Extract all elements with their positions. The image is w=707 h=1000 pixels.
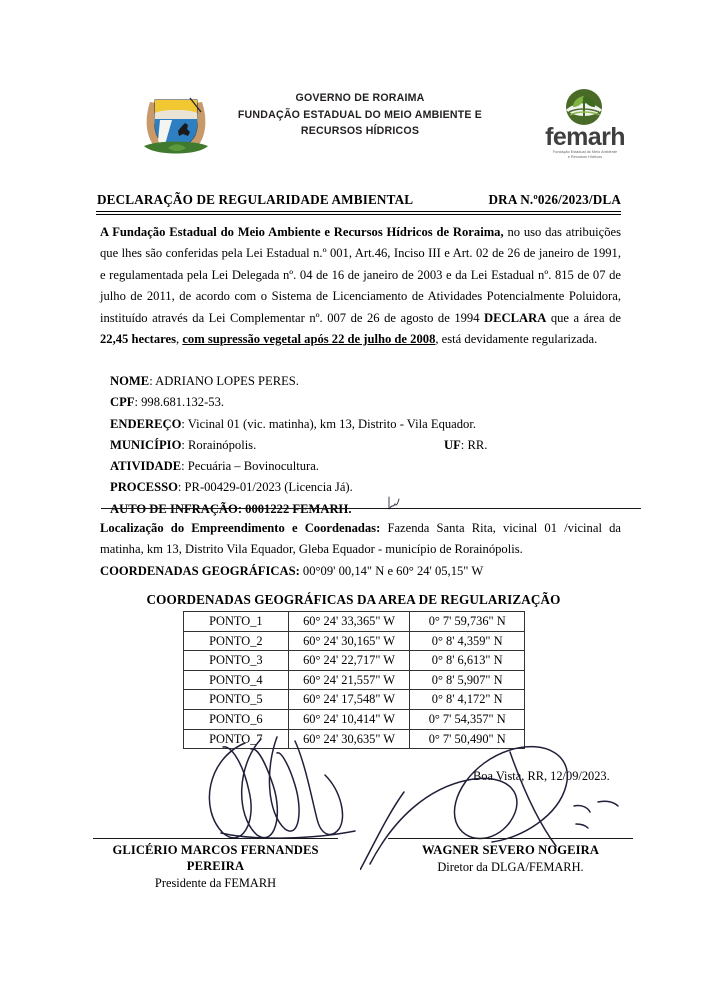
cell-latitude: 0° 7' 59,736" N [410, 612, 525, 632]
field-nome [110, 371, 620, 392]
table-row [184, 690, 525, 710]
signature-line-left [93, 838, 338, 839]
cell-ponto: PONTO_2 [184, 631, 289, 651]
coordinates-table [183, 611, 525, 749]
coordinates-value: 00°09' 00,14" N e 60° 24' 05,15" W [299, 563, 484, 578]
table-row [184, 651, 525, 671]
table-row [184, 670, 525, 690]
foundation-line-1: FUNDAÇÃO ESTADUAL DO MEIO AMBIENTE E [237, 108, 483, 121]
table-row [184, 709, 525, 729]
field-endereco-label: ENDEREÇO [110, 416, 182, 431]
gov-line: GOVERNO DE RORAIMA [295, 92, 425, 104]
cell-ponto: PONTO_7 [184, 729, 289, 749]
organization-titles [210, 90, 510, 140]
table-row [184, 729, 525, 749]
cell-ponto: PONTO_5 [184, 690, 289, 710]
geographic-coordinates-line [100, 561, 621, 582]
femarh-tagline-line2: e Recursos Hídricos [567, 155, 603, 159]
cell-longitude: 60° 24' 33,365" W [288, 612, 410, 632]
declara-keyword: DECLARA [484, 310, 547, 325]
field-atividade-label: ATIVIDADE [110, 459, 182, 474]
document-title-row [97, 192, 621, 208]
coordinates-label: COORDENADAS GEOGRÁFICAS: [100, 563, 300, 578]
paragraph-body-2: que a área de [546, 310, 621, 325]
femarh-logo [527, 88, 643, 162]
paragraph-body-4: , está devidamente regularizada. [435, 332, 598, 347]
femarh-tagline-line1: Fundação Estadual do Meio Ambiente [552, 150, 618, 154]
coordinates-table-caption: COORDENADAS GEOGRÁFICAS DA AREA DE REGULARIZAÇÃO [146, 592, 561, 607]
suppression-clause: com supressão vegetal após 22 de julho de 2008 [182, 332, 436, 347]
cell-longitude: 60° 24' 22,717" W [288, 651, 410, 671]
declaration-paragraph [100, 222, 621, 350]
field-municipio [110, 435, 620, 456]
field-processo-label: PROCESSO [110, 480, 178, 495]
foundation-line-2: RECURSOS HÍDRICOS [300, 125, 420, 137]
cell-longitude: 60° 24' 10,414" W [288, 709, 410, 729]
title-divider [96, 211, 621, 215]
table-row [184, 631, 525, 651]
femarh-emblem-icon [555, 88, 613, 128]
field-atividade-value: : Pecuária – Bovinocultura. [181, 459, 319, 474]
cell-latitude: 0° 7' 54,357" N [410, 709, 525, 729]
field-cpf [110, 392, 620, 413]
declaration-number: DRA N.º026/2023/DLA [488, 192, 621, 207]
paragraph-lead: A Fundação Estadual do Meio Ambiente e Recursos Hídricos de Roraima, [100, 225, 504, 239]
field-cpf-value: : 998.681.132-53. [134, 395, 225, 410]
fields-divider [101, 508, 641, 509]
cell-longitude: 60° 24' 30,635" W [288, 729, 410, 749]
field-endereco-value: : Vicinal 01 (vic. matinha), km 13, Distrito - Vila Equador. [181, 416, 476, 431]
signature-block-right [388, 838, 633, 877]
table-row [184, 612, 525, 632]
field-uf [444, 435, 487, 456]
cell-longitude: 60° 24' 17,548" W [288, 690, 410, 710]
cell-longitude: 60° 24' 21,557" W [288, 670, 410, 690]
field-uf-label: UF [444, 437, 461, 452]
field-nome-label: NOME [110, 374, 150, 388]
paragraph-body-1: no uso das atribuições que lhes são conferidas pela Lei Estadual n.º 001, Art.46, Inciso III e Art. 02 de 26 de janeiro de 1991, e regulamentada pela Lei Delegada nº. 04 de 16 de janeiro de 2003 e da Lei Estadual nº. 815 de 07 de julho de 2011, de acordo com o Sistema de Licenciamento de Atividades Potencialmente Poluidora, instituído através da Lei Complementar nº. 007 de 26 de agosto de 1994 [100, 225, 621, 325]
field-cpf-label: CPF [110, 395, 135, 410]
localization-label: Localização do Empreendimento e Coordenadas: [100, 521, 381, 535]
document-header [0, 86, 707, 166]
cell-latitude: 0° 8' 5,907" N [410, 670, 525, 690]
signer-name-right: WAGNER SEVERO NOGEIRA [421, 843, 600, 857]
signature-block-left [93, 838, 338, 893]
paragraph-body-3: , [176, 332, 183, 347]
signer-role-right: Diretor da DLGA/FEMARH. [437, 860, 584, 874]
signer-role-left: Presidente da FEMARH [154, 876, 277, 890]
field-municipio-value: : Rorainópolis. [181, 437, 257, 452]
cell-ponto: PONTO_3 [184, 651, 289, 671]
field-auto-infracao [110, 499, 620, 520]
roraima-coat-of-arms-icon [138, 86, 214, 160]
place-and-date: Boa Vista, RR, 12/09/2023. [473, 769, 610, 783]
signer-name-left: GLICÉRIO MARCOS FERNANDES PEREIRA [112, 843, 319, 873]
field-endereco [110, 414, 620, 435]
femarh-wordmark: femarh [545, 123, 625, 151]
cell-latitude: 0° 8' 6,613" N [410, 651, 525, 671]
applicant-fields [110, 371, 620, 520]
field-atividade [110, 456, 620, 477]
cell-ponto: PONTO_6 [184, 709, 289, 729]
cell-latitude: 0° 8' 4,172" N [410, 690, 525, 710]
cell-latitude: 0° 7' 50,490" N [410, 729, 525, 749]
localization-paragraph [100, 518, 621, 561]
field-municipio-label: MUNICÍPIO [110, 437, 182, 452]
field-auto-value: 0001222 FEMARH. [242, 501, 352, 516]
page-title: DECLARAÇÃO DE REGULARIDADE AMBIENTAL [97, 192, 414, 207]
localization-block [100, 518, 621, 582]
field-auto-label: AUTO DE INFRAÇÃO: [110, 501, 243, 516]
signature-line-right [388, 838, 633, 839]
handwritten-initial-mark [385, 495, 403, 513]
femarh-tagline [527, 150, 643, 160]
cell-ponto: PONTO_1 [184, 612, 289, 632]
field-uf-value: : RR. [460, 437, 488, 452]
cell-latitude: 0° 8' 4,359" N [410, 631, 525, 651]
field-processo [110, 477, 620, 498]
coordinates-table-body [184, 612, 525, 749]
field-nome-value: : ADRIANO LOPES PERES. [149, 374, 299, 388]
localization-value: Fazenda Santa Rita, vicinal 01 /vicinal da matinha, km 13, Distrito Vila Equador, Gleba Equador - município de Rorainópolis. [100, 521, 621, 557]
field-processo-value: : PR-00429-01/2023 (Licencia Já). [177, 480, 353, 495]
area-hectares: 22,45 hectares [100, 332, 177, 347]
cell-ponto: PONTO_4 [184, 670, 289, 690]
cell-longitude: 60° 24' 30,165" W [288, 631, 410, 651]
